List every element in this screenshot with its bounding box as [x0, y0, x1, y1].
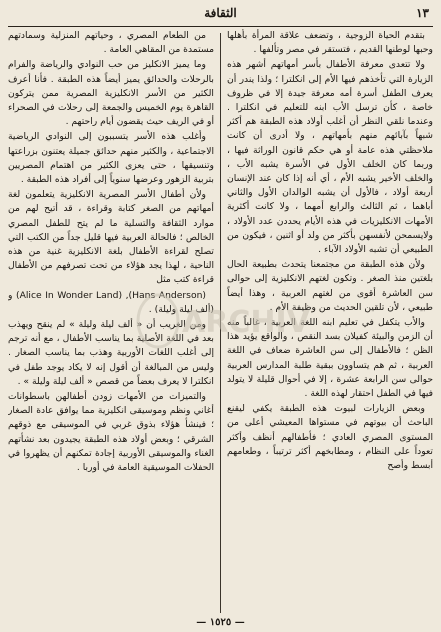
left-paragraph-7: والتميزات من الأمهات زودن أطفالهن باسطوانات أغاني ونظم وموسيقى انكليزية مما يوافق عادة الصغار ؛ فينشأ هؤلاء بذوق غربي في الموسيقى مع ذوقهم الشرقي ؛ وبعض أولاد هذه الطبقة يجيدون بعد نشأتهم الغناء والموسيقى الأوربية إجادة تمكنهم أن يظهروا في الحفلات الموسيقية العامة في أوربا .	[8, 391, 214, 474]
watermark-text: ARCHIV	[182, 305, 310, 340]
left-paragraph-6: ومن الغريب أن « ألف ليلة وليلة » لم ينقح ويهذب بعد في اللغة الأصلية بما يناسب الأطفال ، مع أنه ترجم إلى أغلب اللغات الأوربية وهذب بما يناسب الصغار . وليس من المبالغة أن أقول إنه لا يكاد يوجد طفل في انكلترا لا يعرف بعضاً من قصص « ألف ليلة وليلة » .	[8, 319, 214, 387]
left-paragraph-3: وأغلب هذه الأسر يتسببون إلى النوادي الرياضية الاجتماعية ، والكثير منهم حدائق جميلة يعتنون بزراعتها وتنسيقها ، حتى يعزى الكثير من اهتمام المصريين بتربية الزهور وعرضها سنوياً إلى أفراد هذه الطبقة .	[8, 131, 214, 186]
right-paragraph-1: بتقدم الحياة الزوجية ، وتضعف علاقة المرأة بأهلها وحبها لوطنها القديم ، فتستقر في مصر وتألفها .	[227, 30, 433, 56]
right-paragraph-5: وبعض الزيارات لبيوت هذه الطبقة يكفي ليقنع الباحث أن بيوتهم في مستواها المعيشي أعلى من المستوى المصري العادي ؛ فأطفالهم أنظف وأكثر تعوداً على النظام ، ومطابخهم أكثر ترتيباً ، وطعامهم أبسط وأصح	[227, 403, 433, 472]
header-rule	[8, 26, 433, 27]
text-columns	[8, 29, 433, 621]
right-paragraph-2: ولا تتعدى معرفة الأطفال بأسر أمهاتهم أشهر هذه الزيارة التي تأخذهم فيها الأم إلى انكلترا ؛ ولذا يندر أن يعرف الطفل أسرة أمه معرفة جيدة إلا في ظروف خاصة ، كأن ترسل الأب ابنه للتعليم في انكلترا . وعندما نلقي النظر أن أغلب أولاد هذه الطبقة هم أكثر شبهاً بآبائهم منهم بأمهاتهم ، ولا أدرى أن كانت ملاحظتي هذه عامة أو هي حكم قانون الوراثة فيها ، وربما كان الخلف الأول في الأسرة يشبه الأب ، والخلف الأخير يشبه الأم ، أي أنه إذا كان عند الإنسان أربعة أولاد ، فالأول أن يشبه الوالدان الأول والثاني أباهما ، ثم الثالث والرابع أمهما ، ولا كانت أكثرية الأمهات الانكليزيات في هذه الأيام يحددن عدد الأولاد ، ولايسمحن لأنفسهن بأكثر من ولد أو اثنين ، فيكون من الطبيعي أن تشبه الأولاد الآباء .	[227, 59, 433, 256]
left-paragraph-2: وما يميز الانكليز من حب النوادي والرياضة والفرام بالرحلات والحدائق يميز أيضاً هذه الطبقة . فأنا أعرف الكثير من الأسر الانكليزية المصرية ممن يتركون القاهرة يوم الخميس والجمعة إلى رحلات في الصحراء أو في الريف حيث يقضون أيام راحتهم .	[8, 59, 214, 128]
right-column	[227, 29, 433, 621]
left-paragraph-4: ولأن أطفال الأسر المصرية الانكليزية يتعلمون لغة أمهاتهم من الصغر كتابة وقراءة ، قد أتيح لهم من موارد الثقافة والتسلية ما لم يتح للطفل المصري الخالص ؛ فالحالة العربية فيها قليل جداً من الكتب التي تصلح لقراءة الأطفال بلغة الانكليزية غنية من هذه الناحية ، لهذا يجد هؤلاء من تحت تصرفهم من الأطفال قراءة كتب مثل	[8, 189, 214, 286]
right-paragraph-4: والأب يتكفل في تعليم ابنه اللغة العربية ، غالباً منه أن الزمن والبيئة كفيلان بسد النقص ، والواقع يؤيد هذا الظن ؛ فالأطفال إلى سن العاشرة ضعاف في اللغة العربية ، ثم هم يتساوون ببقية طلبة المدارس العربية حوالى سن الرابعة عشرة ، إلا في أحوال قليلة لا يتولد فيها في الطفل احتقار لهذه اللغة .	[227, 317, 433, 400]
page-number-top: ١٣	[416, 6, 429, 20]
page-footer: — ١٥٢٥ —	[196, 617, 245, 628]
left-paragraph-5-book-titles: (Hans Anderson), (Alice In Wonder Land) و (ألف ليلة وليلة) .	[8, 289, 214, 315]
left-paragraph-1: من الطعام المصري ، وحياتهم المنزلية وسمادتهم مستمدة من المقاهي العامة .	[8, 30, 214, 56]
magazine-title: الثقافة	[204, 6, 237, 20]
page-header	[8, 6, 433, 24]
column-divider	[220, 33, 221, 613]
left-column	[8, 29, 214, 621]
right-paragraph-3: ولأن هذه الطبقة من مجتمعنا يتحدث بطبيعة الحال بلغتين منذ الصغر . وتكون لغتهم الانكليزية إلى حوالى سن العاشرة أقوى من لغتهم العربية ، وهذا أيضاً طبيعي ، لأن تلقين الحديث من وظيفة الأم .	[227, 259, 433, 313]
